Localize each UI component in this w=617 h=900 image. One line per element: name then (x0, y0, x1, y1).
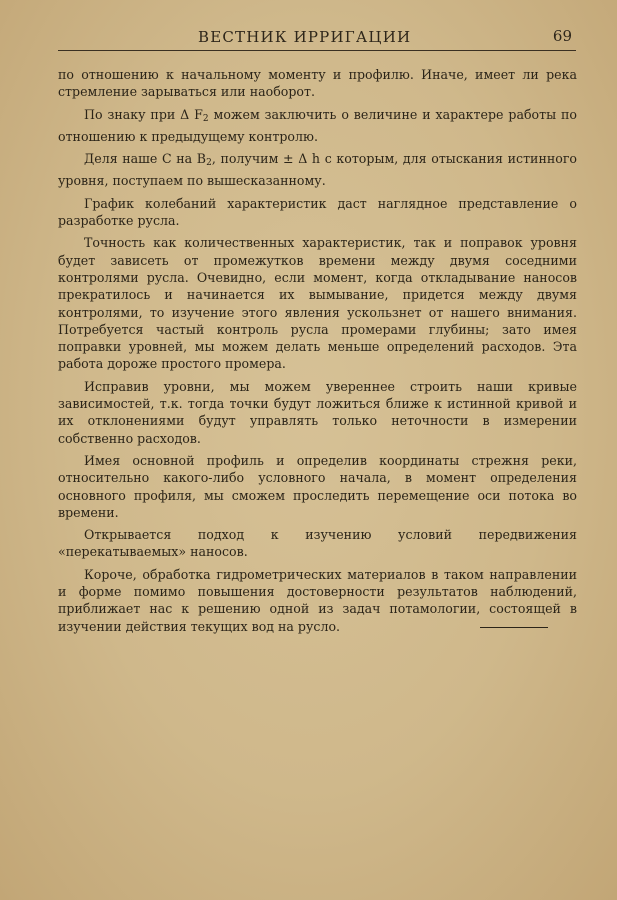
paragraph-text: Короче, обработка гидрометрических материалов в таком направлении и форме помимо повышения достоверности результатов наблюдений, приближает нас к решению одной из задач потамологии, состоящей в изучении действия текущих вод на русло. (58, 566, 577, 634)
end-of-article-rule (480, 627, 548, 628)
paragraph-text: По знаку при Δ F (84, 106, 203, 122)
paragraph-graph: График колебаний характеристик даст наглядное представление о разработке русла. (58, 195, 577, 229)
subscript: 2 (202, 113, 209, 124)
subscript: 2 (206, 158, 212, 169)
journal-title: ВЕСТНИК ИРРИГАЦИИ (198, 28, 412, 46)
running-header (58, 26, 576, 51)
paragraph-sediment: Открывается подход к изучению условий передвижения «перекатываемых» наносов. (58, 527, 577, 560)
paragraph-main-profile: Имея основной профиль и определив координаты стрежня реки, относительно какого-либо условного начала, в момент определения основного профиля, мы сможем проследить перемещение оси потока во времени. (58, 452, 577, 520)
paragraph-text: , получим ± Δ h с которым, для отыскания истинного уровня, поступаем по вышесказанному. (58, 151, 577, 189)
paragraph-continuation: по отношению к начальному моменту и профилю. Иначе, имеет ли река стремление зарываться или наоборот. (58, 67, 577, 100)
paragraph-delta-f (58, 106, 577, 146)
paragraph-corrected-levels: Исправив уровни, мы можем увереннее строить наши кривые зависимостей, т.к. тогда точки будут ложиться ближе к истинной кривой и их отклонениями будут управлять только неточности в измерении собственно расходов. (58, 378, 577, 446)
paragraph-c-over-b (58, 150, 577, 190)
page-number: 69 (552, 27, 572, 45)
paragraph-accuracy: Точность как количественных характеристик, так и поправок уровня будет зависеть от промежутков времени между двумя соседними контролями русла. Очевидно, если момент, когда откладывание наносов прекратилось и начинается их вымывание, придется между двумя контролями, то изучение этого явления ускользнет от нашего внимания. Потребуется частый контроль русла промерами глубины; зато имея поправки уровней, мы можем делать меньше определений расходов. Эта работа дороже простого промера. (58, 235, 577, 372)
paragraph-text: Деля наше C на B (84, 151, 207, 167)
article-body (58, 66, 577, 640)
paragraph-conclusion (58, 566, 577, 635)
paragraph-text: можем заключить о величине и характере работы по отношению к предыдущему контролю. (58, 106, 577, 144)
